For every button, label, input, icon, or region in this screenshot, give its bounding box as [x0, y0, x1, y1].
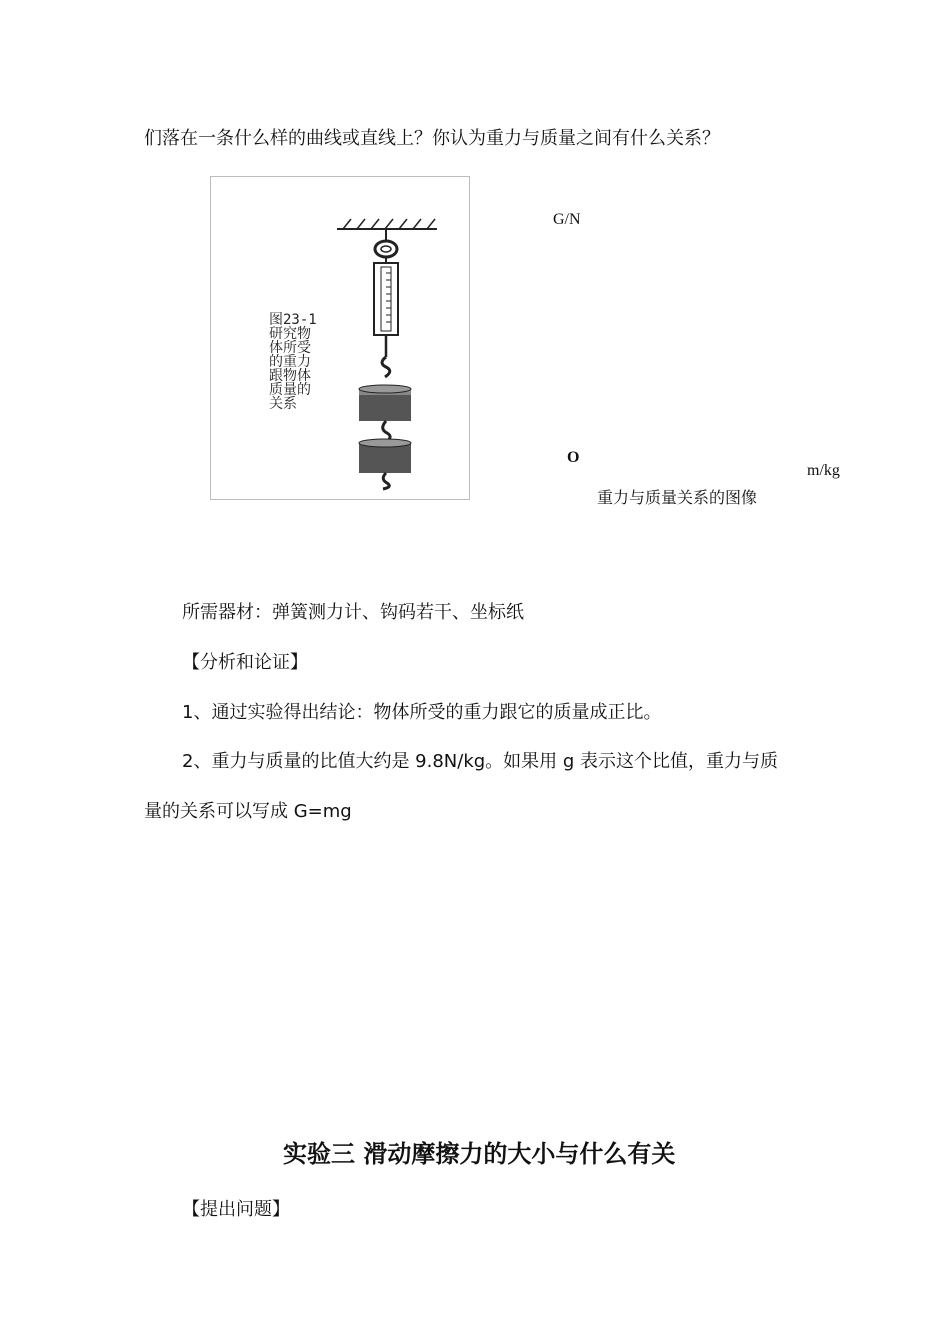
materials-line: 所需器材：弹簧测力计、钩码若干、坐标纸	[182, 602, 524, 623]
figure-caption	[269, 313, 339, 411]
figure-caption-line: 关系	[269, 396, 297, 412]
graph-x-axis-label: m/kg	[807, 462, 840, 479]
figure-caption-line: 的重力	[269, 354, 311, 370]
question-heading: 【提出问题】	[182, 1199, 290, 1220]
figure-caption-line: 图23-1	[269, 312, 317, 328]
conclusion-point-1: 1、通过实验得出结论：物体所受的重力跟它的质量成正比。	[182, 702, 662, 723]
figure-caption-line: 质量的	[269, 382, 311, 398]
figure-caption-line: 体所受	[269, 340, 311, 356]
spring-scale-figure	[210, 176, 470, 500]
conclusion-point-2: 2、重力与质量的比值大约是 9.8N/kg。如果用 g 表示这个比值，重力与质	[182, 751, 779, 772]
figure-caption-line: 跟物体	[269, 368, 311, 384]
figure-caption-line: 研究物	[269, 326, 311, 342]
analysis-heading: 【分析和论证】	[182, 652, 308, 673]
spring-scale-drawing	[211, 177, 471, 501]
intro-line: 们落在一条什么样的曲线或直线上？你认为重力与质量之间有什么关系？	[144, 128, 720, 149]
graph-caption: 重力与质量关系的图像	[597, 490, 758, 507]
graph-y-axis-label: G/N	[553, 211, 581, 228]
section-title: 实验三 滑动摩擦力的大小与什么有关	[283, 1140, 676, 1168]
conclusion-point-2-continued: 量的关系可以写成 G=mg	[144, 801, 352, 822]
graph-origin-label: O	[567, 449, 580, 466]
